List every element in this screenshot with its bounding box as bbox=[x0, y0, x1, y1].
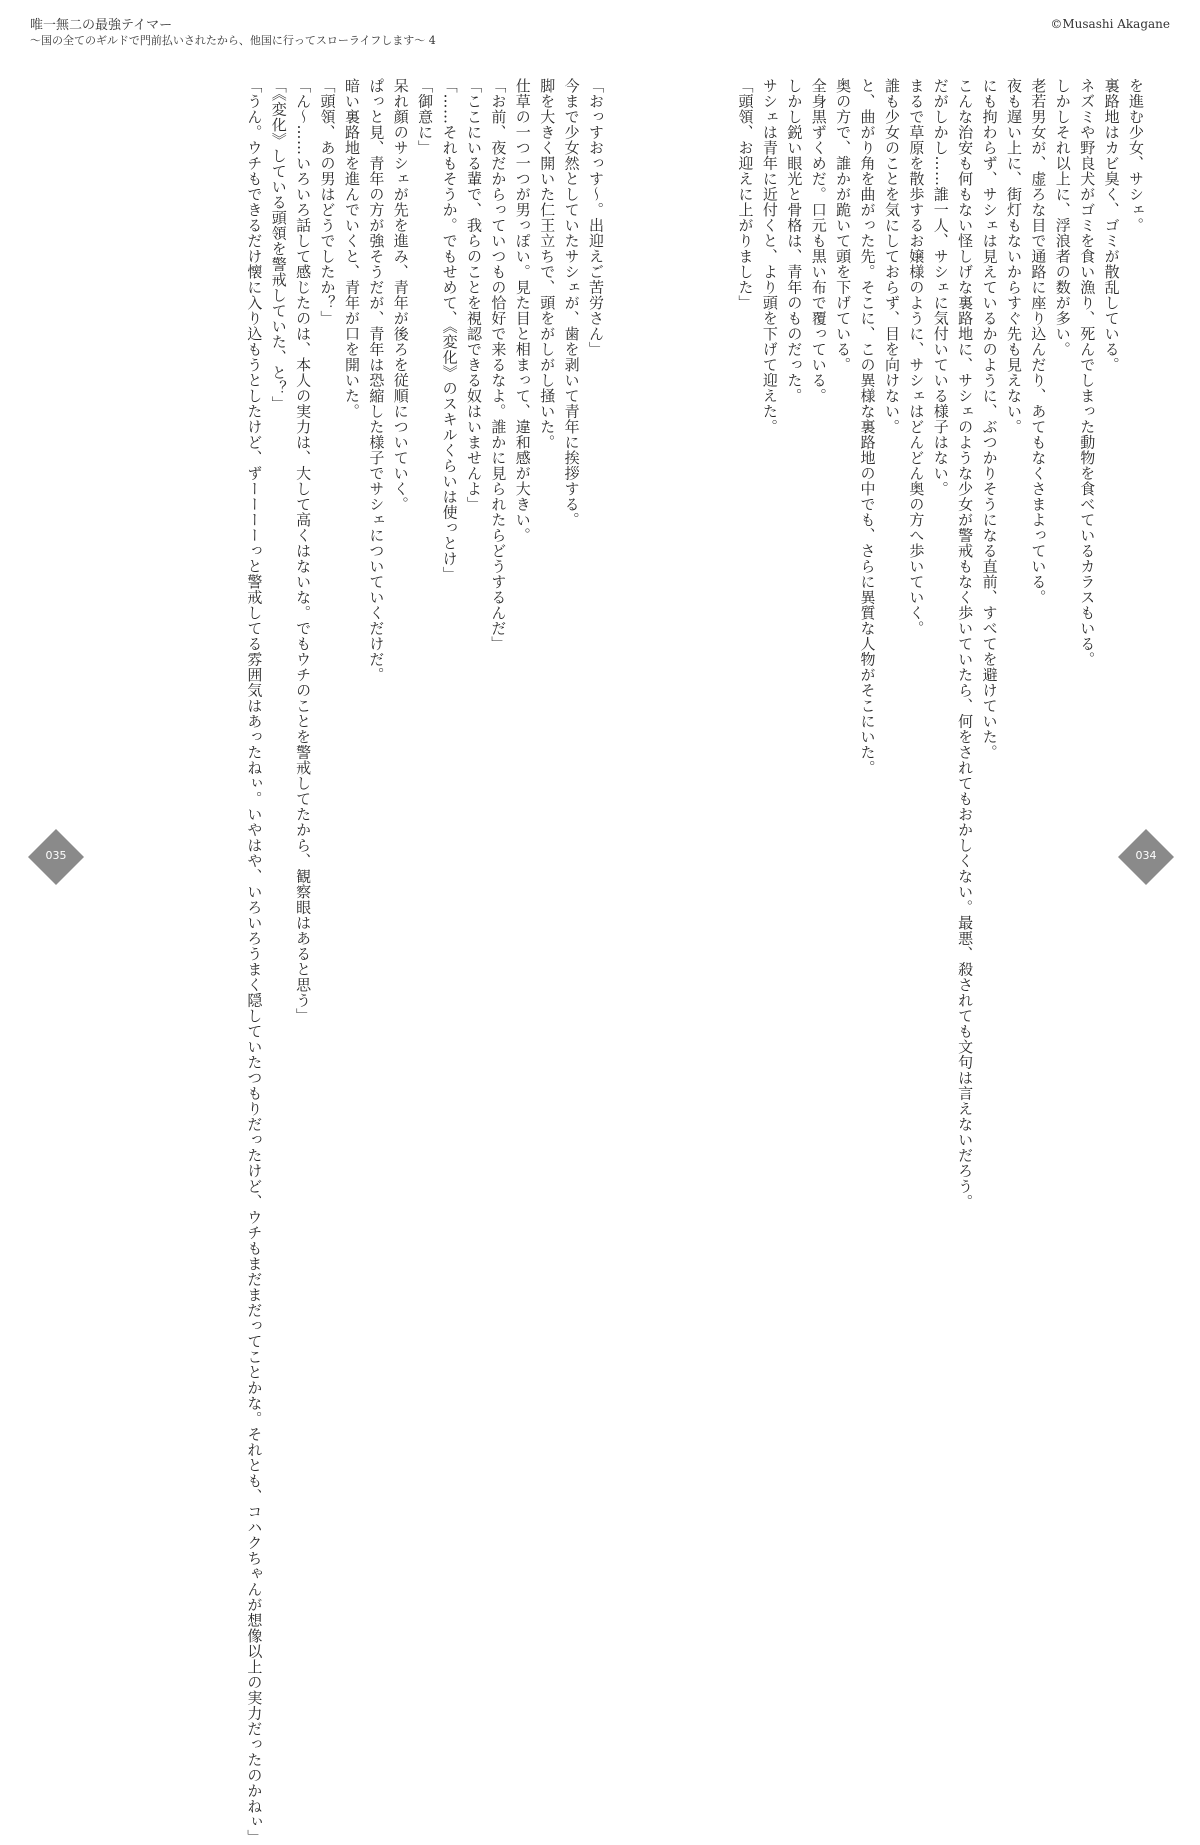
text-line: 裏路地はカビ臭く、ゴミが散乱している。 bbox=[1102, 78, 1121, 373]
text-line: こんな治安も何もない怪しげな裏路地に、サシェのような少女が警戒もなく歩いていたら、何をされてもおかしくない。最悪、殺されても文句は言えないだろう。 bbox=[956, 78, 975, 1210]
text-line: 暗い裏路地を進んでいくと、青年が口を開いた。 bbox=[342, 78, 361, 419]
text-line: だがしかし……誰一人、サシェに気付いている様子はない。 bbox=[931, 78, 950, 497]
page-number-badge-left bbox=[27, 828, 85, 886]
text-line: 「うん。ウチもできるだけ懐に入り込もうとしたけど、ずーーーーっと警戒してる雰囲気はあったねぃ。いやはや、いろいろうまく隠していたつもりだったけど、ウチもまだまだってことかな。それとも、コハクちゃんが想像以上の実力だったのかねぃ」 bbox=[245, 78, 264, 1845]
text-line: しかしそれ以上に、浮浪者の数が多い。 bbox=[1053, 78, 1072, 357]
text-line: 夜も遅い上に、街灯もないからすぐ先も見えない。 bbox=[1004, 78, 1023, 435]
text-line: 呆れ顔のサシェが先を進み、青年が後ろを従順についていく。 bbox=[391, 78, 410, 512]
text-line: 「……それもそうか。でもせめて、《変化》のスキルくらいは使っとけ」 bbox=[440, 78, 459, 582]
copyright-notice: ©Musashi Akagane bbox=[1050, 17, 1170, 31]
text-line: 奥の方で、誰かが跪いて頭を下げている。 bbox=[834, 78, 853, 373]
text-line: 「御意に」 bbox=[416, 78, 435, 156]
text-line: ネズミや野良犬がゴミを食い漁り、死んでしまった動物を食べているカラスもいる。 bbox=[1078, 78, 1097, 667]
text-line: ぱっと見、青年の方が強そうだが、青年は恐縮した様子でサシェについていくだけだ。 bbox=[367, 78, 386, 683]
text-line: しかし鋭い眼光と骨格は、青年のものだった。 bbox=[785, 78, 804, 404]
text-line: 老若男女が、虚ろな目で通路に座り込んだり、あてもなくさまよっている。 bbox=[1029, 78, 1048, 605]
text-line: にも拘わらず、サシェは見えているかのように、ぶつかりそうになる直前、すべてを避けていた。 bbox=[980, 78, 999, 760]
text-line: 「頭領、お迎えに上がりました」 bbox=[736, 78, 755, 311]
text-line: 誰も少女のことを気にしておらず、目を向けない。 bbox=[882, 78, 901, 435]
page-number-badge-right bbox=[1117, 828, 1175, 886]
book-subtitle: 〜国の全てのギルドで門前払いされたから、他国に行ってスローライフします〜 4 bbox=[30, 34, 436, 47]
text-line: 「《変化》している頭領を警戒していた、と？」 bbox=[269, 78, 288, 412]
right-page-body bbox=[688, 78, 1148, 1210]
text-line: を進む少女、サシェ。 bbox=[1127, 78, 1145, 233]
text-line: まるで草原を散歩するお嬢様のように、サシェはどんどん奥の方へ歩いていく。 bbox=[907, 78, 926, 636]
text-line: 今まで少女然としていたサシェが、歯を剥いて青年に挨拶する。 bbox=[562, 78, 581, 528]
text-line: と、曲がり角を曲がった先。そこに、この異様な裏路地の中でも、さらに異質な人物がそこにいた。 bbox=[858, 78, 877, 776]
book-title: 唯一無二の最強テイマー bbox=[30, 18, 173, 33]
text-line: 脚を大きく開いた仁王立ちで、頭をがしがし掻いた。 bbox=[538, 78, 557, 450]
page-number: 035 bbox=[45, 849, 67, 862]
page-number: 034 bbox=[1135, 849, 1157, 862]
text-line: 「頭領、あの男はどうでしたか？」 bbox=[318, 78, 337, 326]
text-line: 仕草の一つ一つが男っぽい。見た目と相まって、違和感が大きい。 bbox=[513, 78, 532, 543]
text-line: 「お前、夜だからっていつもの恰好で来るなよ。誰かに見られたらどうするんだ」 bbox=[489, 78, 508, 652]
left-page-body bbox=[48, 78, 608, 1845]
text-line: 「ここにいる輩で、我らのことを視認できる奴はいませんよ」 bbox=[464, 78, 483, 512]
text-line: 「ん〜……いろいろ話して感じたのは、本人の実力は、大して高くはないな。でもウチのことを警戒してたから、観察眼はあると思う」 bbox=[294, 78, 313, 1024]
text-line: サシェは青年に近付くと、より頭を下げて迎えた。 bbox=[760, 78, 779, 435]
text-line: 全身黒ずくめだ。口元も黒い布で覆っている。 bbox=[809, 78, 828, 404]
text-line: 「おっすおっす〜。出迎えご苦労さん」 bbox=[587, 78, 605, 357]
